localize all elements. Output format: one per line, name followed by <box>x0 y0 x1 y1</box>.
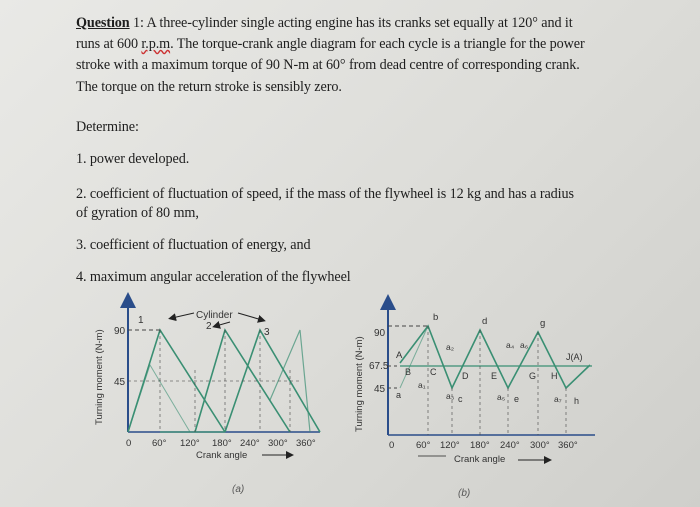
fig-b-xtick-240: 240° <box>500 440 520 451</box>
fig-a-xtick-120: 120° <box>180 438 200 449</box>
question-line-1-text: 1: A three-cylinder single acting engine has its cranks set equally at 120° and it <box>129 15 573 31</box>
figure-b <box>354 302 595 499</box>
fig-b-point-JA: J(A) <box>566 352 583 362</box>
fig-b-ytick-67-5: 67.5 <box>369 361 389 372</box>
fig-b-caption: (b) <box>458 488 471 499</box>
question-line-4: The torque on the return stroke is sensibly zero. <box>76 79 342 95</box>
fig-b-xtick-300: 300° <box>530 440 550 451</box>
fig-b-point-d: d <box>482 316 488 327</box>
fig-a-xtick-0: 0 <box>126 438 132 449</box>
item-4: 4. maximum angular acceleration of the flywheel <box>76 269 351 285</box>
item-3: 3. coefficient of fluctuation of energy, and <box>76 237 311 253</box>
fig-b-ytick-45: 45 <box>374 384 386 395</box>
figure-line <box>238 313 262 320</box>
fig-b-area-a3: a₃ <box>446 391 455 401</box>
fig-b-area-a2: a₂ <box>446 342 455 352</box>
fig-b-point-A: A <box>396 350 403 361</box>
fig-b-ytick-90: 90 <box>374 328 386 339</box>
question-heading: Question <box>76 15 130 31</box>
fig-a-xlabel: Crank angle <box>196 450 248 461</box>
fig-b-point-B: B <box>405 367 412 377</box>
figure-line <box>216 322 230 326</box>
fig-a-cylinder-label: Cylinder <box>196 310 233 321</box>
fig-b-xtick-180: 180° <box>470 440 490 451</box>
fig-a-cyl-1: 1 <box>138 315 144 326</box>
fig-b-area-a6: a₆ <box>520 340 529 350</box>
item-2-line-1: 2. coefficient of fluctuation of speed, if the mass of the flywheel is 12 kg and has a radius <box>76 186 574 202</box>
figure-line <box>128 365 190 432</box>
figure-line <box>172 313 194 318</box>
fig-b-xtick-60: 60° <box>416 440 431 451</box>
fig-b-xtick-0: 0 <box>389 440 395 451</box>
fig-b-point-G: G <box>529 371 537 381</box>
fig-b-point-e: e <box>514 394 520 404</box>
fig-b-area-a1: a₁ <box>418 380 426 390</box>
fig-b-area-a4: a₄ <box>506 340 515 350</box>
fig-a-xtick-300: 300° <box>268 438 288 449</box>
fig-b-point-b: b <box>433 312 439 323</box>
item-2-line-2: of gyration of 80 mm, <box>76 205 199 221</box>
fig-a-xtick-180: 180° <box>212 438 232 449</box>
rpm-text: r.p.m <box>141 36 171 52</box>
fig-b-area-a5: a₅ <box>497 392 506 402</box>
item-1: 1. power developed. <box>76 151 190 167</box>
fig-b-point-a: a <box>396 390 402 400</box>
fig-a-cyl-3: 3 <box>264 327 270 338</box>
fig-a-xtick-360: 360° <box>296 438 316 449</box>
fig-b-xtick-360: 360° <box>558 440 578 451</box>
fig-a-cyl-2: 2 <box>206 321 212 332</box>
fig-b-area-a7: a₇ <box>554 394 562 404</box>
question-line-2-start: runs at 600 <box>76 36 142 52</box>
fig-a-caption: (a) <box>232 484 245 495</box>
fig-a-xtick-240: 240° <box>240 438 260 449</box>
question-line-3: stroke with a maximum torque of 90 N-m at 60° from dead centre of corresponding crank. <box>76 57 580 73</box>
fig-a-ytick-90: 90 <box>114 326 126 337</box>
fig-b-point-g: g <box>540 318 546 329</box>
determine-label: Determine: <box>76 119 139 135</box>
fig-b-ylabel: Turning moment (N-m) <box>354 336 365 432</box>
fig-b-point-E: E <box>491 371 498 381</box>
fig-b-point-C: C <box>430 367 437 377</box>
fig-a-xtick-60: 60° <box>152 438 167 449</box>
fig-b-xtick-120: 120° <box>440 440 460 451</box>
figure-a <box>94 300 320 495</box>
fig-b-point-H: H <box>551 371 558 381</box>
fig-b-xlabel: Crank angle <box>454 454 506 465</box>
fig-b-point-c: c <box>458 394 463 404</box>
fig-a-ylabel: Turning moment (N-m) <box>94 329 105 425</box>
fig-b-point-D: D <box>462 371 469 381</box>
fig-b-point-h: h <box>574 396 580 406</box>
fig-a-ytick-45: 45 <box>114 377 126 388</box>
question-line-2-end: . The torque-crank angle diagram for each cycle is a triangle for the power <box>170 36 585 52</box>
